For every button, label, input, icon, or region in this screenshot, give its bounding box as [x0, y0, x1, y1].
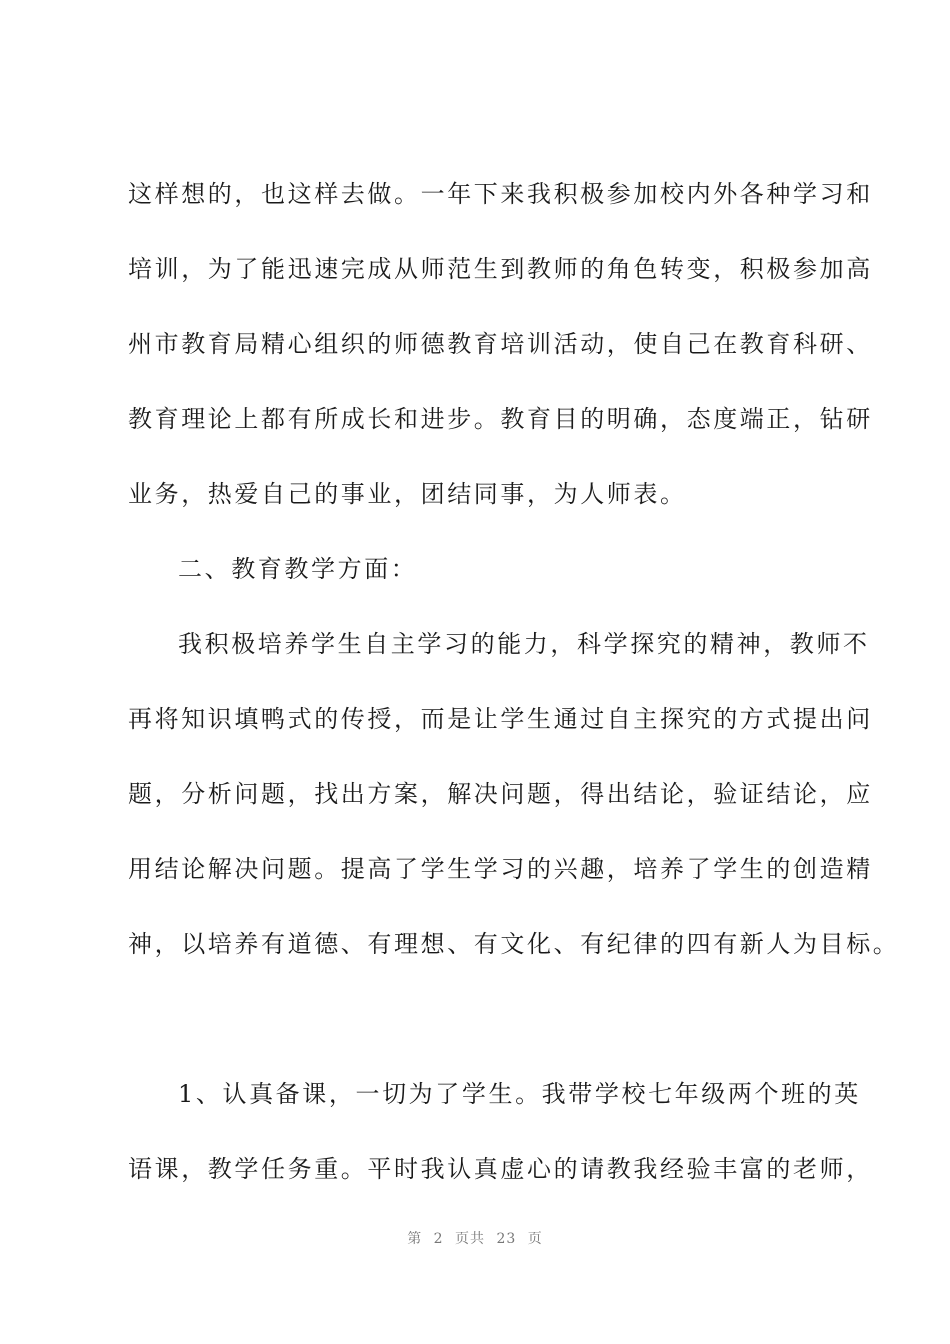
paragraph-2-line-1: 我积极培养学生自主学习的能力，科学探究的精神，教师不	[178, 630, 870, 658]
paragraph-1-line-2: 培训，为了能迅速完成从师范生到教师的角色转变，积极参加高	[128, 255, 873, 283]
paragraph-3-line-1: 1、认真备课，一切为了学生。我带学校七年级两个班的英	[178, 1080, 861, 1108]
paragraph-3-line-2: 语课，教学任务重。平时我认真虚心的请教我经验丰富的老师，	[128, 1155, 873, 1183]
page-number-footer: 第 2 页共 23 页	[407, 1231, 543, 1247]
paragraph-1-line-4: 教育理论上都有所成长和进步。教育目的明确，态度端正，钻研	[128, 405, 873, 433]
paragraph-1-line-3: 州市教育局精心组织的师德教育培训活动，使自己在教育科研、	[128, 330, 873, 358]
paragraph-2-line-5: 神，以培养有道德、有理想、有文化、有纪律的四有新人为目标。	[128, 930, 900, 958]
paragraph-2-line-2: 再将知识填鸭式的传授，而是让学生通过自主探究的方式提出问	[128, 705, 873, 733]
paragraph-2-line-4: 用结论解决问题。提高了学生学习的兴趣，培养了学生的创造精	[128, 855, 873, 883]
paragraph-2-line-3: 题，分析问题，找出方案，解决问题，得出结论，验证结论，应	[128, 780, 873, 808]
section-heading: 二、教育教学方面：	[178, 555, 418, 583]
paragraph-1-line-5: 业务，热爱自己的事业，团结同事，为人师表。	[128, 480, 687, 508]
paragraph-1-line-1: 这样想的，也这样去做。一年下来我积极参加校内外各种学习和	[128, 180, 873, 208]
